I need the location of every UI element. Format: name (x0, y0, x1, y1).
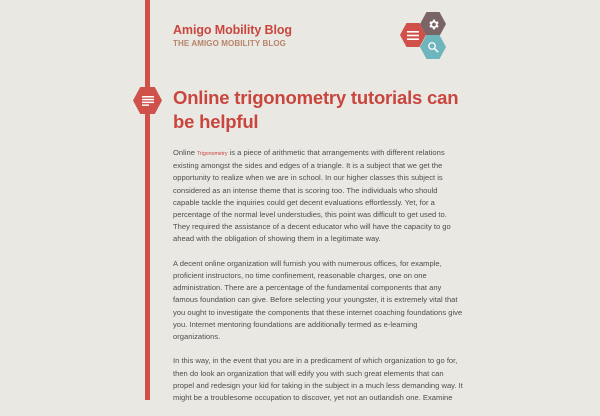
paragraph-1-start: Online (173, 148, 198, 157)
post-content (173, 147, 463, 416)
paragraph-1-rest: is a piece of arithmetic that arrangements with different relations existing amongst the sides and edges of a triangle. It is a subject that we get the opportunity to realize when we are in school. In our higher classes this subject is considered as an intense theme that is scoring too. The individuals who should capable tackle the inquiries could get decent evaluations effortlessly. Yet, for a percentage of the normal level understudies, this point was difficult to get used to. They required the assistance of a decent educator who will have the capacity to go ahead with the obligation of showing them in a legitimate way. (173, 148, 451, 244)
paragraph-3: In this way, in the event that you are in a predicament of which organization to go for, then do look an organization that will edify you with such great elements that can propel and redesign your kid for taking in the subject in a much less demanding way. It might be a troublesome occupation to discover, yet not an outlandish one. Examine (173, 356, 463, 403)
site-description: THE AMIGO MOBILITY BLOG (173, 39, 286, 48)
post-format-badge (133, 87, 162, 114)
gear-icon (427, 18, 440, 31)
paragraph-2: A decent online organization will furnish you with numerous offices, for example, proficient instructors, no time confinement, reasonable charges, one on one administration. There are a percentage of the fundamental components that any famous foundation can give. Before selecting your youngster, it is extremely vital that you ought to investigate the components that these internet coaching foundations give you. Internet mentoring foundations are additionally termed as e-learning organizations. (173, 258, 463, 342)
trigonometry-link[interactable]: Trigonometry (197, 151, 228, 157)
hamburger-icon (407, 31, 419, 40)
site-title[interactable]: Amigo Mobility Blog (173, 23, 292, 37)
timeline-rule (145, 0, 150, 400)
post-title[interactable]: Online trigonometry tutorials can be helpful (173, 87, 459, 132)
search-icon (427, 41, 439, 53)
text-format-icon (142, 96, 154, 106)
paragraph-1 (173, 147, 463, 246)
